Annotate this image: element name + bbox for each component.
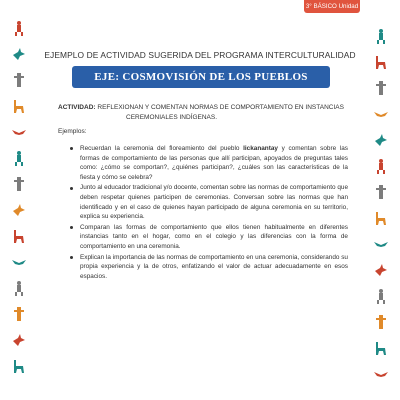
list-item (70, 183, 348, 221)
figure-icon (373, 28, 389, 44)
llama-icon (11, 228, 27, 244)
item-1-text-bold: lickanantay (243, 145, 278, 152)
bullet-icon (70, 226, 73, 229)
bird-icon (11, 332, 27, 348)
figure-icon (11, 20, 27, 36)
llama-icon (11, 358, 27, 374)
activity-label: ACTIVIDAD: (58, 104, 96, 111)
totem-icon (373, 314, 389, 330)
condor-icon (373, 106, 389, 122)
bird-icon (373, 262, 389, 278)
llama-icon (373, 54, 389, 70)
right-decorative-border (368, 16, 394, 400)
examples-label: Ejemplos: (58, 128, 87, 135)
list-item (70, 253, 348, 282)
condor-icon (373, 366, 389, 382)
axis-banner: EJE: COSMOVISIÓN DE LOS PUEBLOS ORIGINARIOS (72, 66, 330, 88)
condor-icon (373, 236, 389, 252)
llama-icon (373, 340, 389, 356)
figure-icon (11, 150, 27, 166)
figure-icon (11, 280, 27, 296)
item-1-text-post: y comentan sobre las formas de comportamiento de las personas que allí participan, apoyados de preguntas tales como: ¿cómo se comportan?, ¿quiénes participan?, ¿cuáles son las características de la fiesta y cómo se celebra? (80, 145, 348, 181)
bird-icon (11, 202, 27, 218)
bullet-icon (70, 187, 73, 190)
unit-badge: 3° BÁSICO Unidad 2 (304, 0, 360, 13)
bullet-icon (70, 256, 73, 259)
bird-icon (11, 46, 27, 62)
totem-icon (373, 80, 389, 96)
activity-line-2: CEREMONIALES INDÍGENAS. (126, 113, 218, 121)
list-item (70, 144, 348, 182)
llama-icon (373, 210, 389, 226)
condor-icon (11, 254, 27, 270)
item-1-text-pre: Recuerdan la ceremonia del floreamiento del pueblo (80, 145, 244, 152)
examples-list (70, 144, 348, 282)
activity-block (58, 103, 350, 122)
figure-icon (373, 158, 389, 174)
totem-icon (11, 176, 27, 192)
activity-line-1: REFLEXIONAN Y COMENTAN NORMAS DE COMPORTAMIENTO EN INSTANCIAS (97, 104, 344, 111)
list-item (70, 223, 348, 252)
totem-icon (373, 184, 389, 200)
llama-icon (11, 98, 27, 114)
totem-icon (11, 72, 27, 88)
item-3-text: Comparan las formas de comportamiento que ellos tienen habitualmente en diferentes instancias tanto en el hogar, como en el colegio y las diferencias con la forma de comportamiento en una ceremonia. (80, 223, 348, 250)
condor-icon (11, 124, 27, 140)
figure-icon (373, 288, 389, 304)
totem-icon (11, 306, 27, 322)
item-2-text: Junto al educador tradicional y/o docente, comentan sobre las normas de comportamiento que deben respetar quienes participen de ceremonias. Conversan sobre las normas que han identificado y en el caso de quienes hayan participado de alguna ceremonia en su territorio, explica su experiencia. (80, 184, 348, 221)
left-decorative-border (6, 16, 32, 400)
item-4-text: Explican la importancia de las normas de comportamiento en una ceremonia, considerando su propia experiencia y la de otros, enfatizando el valor de actuar adecuadamente en esos espacios. (80, 253, 348, 280)
bird-icon (373, 132, 389, 148)
bullet-icon (70, 147, 73, 150)
page-title: EJEMPLO DE ACTIVIDAD SUGERIDA DEL PROGRAMA INTERCULTURALIDAD (44, 50, 356, 60)
